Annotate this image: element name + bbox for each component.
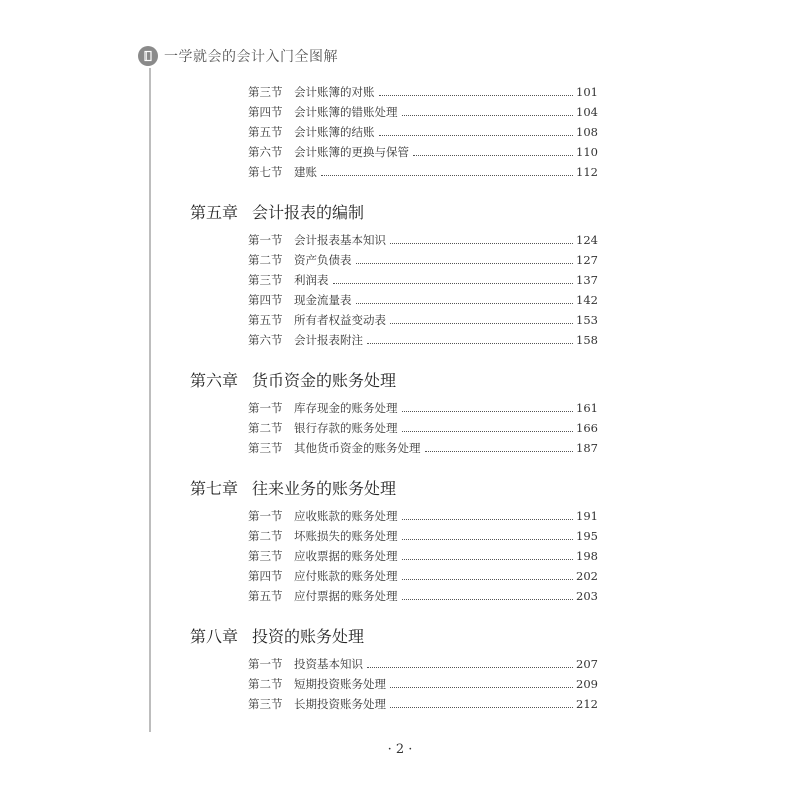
section-page-number: 127 [576, 253, 598, 267]
section-number: 第三节 [248, 441, 283, 455]
section-page-number: 137 [576, 273, 598, 287]
toc-section-entry[interactable] [248, 438, 598, 458]
section-number: 第四节 [248, 105, 283, 119]
toc-section-entry[interactable] [248, 82, 598, 102]
dot-leader [402, 558, 574, 560]
chapter-title: 会计报表的编制 [252, 203, 365, 222]
chapter-number: 第八章 [190, 627, 239, 646]
section-number: 第一节 [248, 657, 283, 671]
section-title: 建账 [294, 165, 317, 179]
page-number: · 2 · [387, 742, 413, 757]
chapter-heading[interactable] [190, 478, 598, 500]
toc-section-entry[interactable] [248, 250, 598, 270]
running-header [138, 44, 338, 68]
section-number: 第三节 [248, 697, 283, 711]
toc-section-entry[interactable] [248, 230, 598, 250]
dot-leader [413, 154, 573, 156]
book-icon [138, 46, 158, 66]
table-of-contents [190, 82, 598, 714]
chapter-title: 往来业务的账务处理 [252, 479, 397, 498]
section-title: 应付账款的账务处理 [294, 569, 398, 583]
dot-leader [356, 302, 574, 304]
toc-section-entry[interactable] [248, 270, 598, 290]
dot-leader [390, 706, 573, 708]
dot-leader [402, 598, 574, 600]
toc-section-entry[interactable] [248, 546, 598, 566]
toc-section-entry[interactable] [248, 102, 598, 122]
section-title: 其他货币资金的账务处理 [294, 441, 421, 455]
section-number: 第二节 [248, 529, 283, 543]
toc-section-entry[interactable] [248, 586, 598, 606]
toc-chapter [190, 626, 598, 714]
section-number: 第一节 [248, 509, 283, 523]
dot-leader [425, 450, 574, 452]
section-page-number: 207 [576, 657, 598, 671]
toc-section-entry[interactable] [248, 122, 598, 142]
section-number: 第三节 [248, 85, 283, 99]
section-title: 会计账簿的结账 [294, 125, 375, 139]
section-page-number: 191 [576, 509, 598, 523]
section-page-number: 198 [576, 549, 598, 563]
section-title: 所有者权益变动表 [294, 313, 386, 327]
section-page-number: 124 [576, 233, 598, 247]
section-page-number: 166 [576, 421, 598, 435]
toc-chapter [190, 370, 598, 458]
section-page-number: 203 [576, 589, 598, 603]
section-title: 长期投资账务处理 [294, 697, 386, 711]
section-title: 投资基本知识 [294, 657, 363, 671]
section-number: 第五节 [248, 589, 283, 603]
dot-leader [402, 518, 574, 520]
dot-leader [379, 94, 574, 96]
section-title: 应收账款的账务处理 [294, 509, 398, 523]
toc-section-entry[interactable] [248, 526, 598, 546]
section-number: 第二节 [248, 253, 283, 267]
section-page-number: 158 [576, 333, 598, 347]
dot-leader [390, 322, 573, 324]
section-number: 第四节 [248, 293, 283, 307]
section-page-number: 104 [576, 105, 598, 119]
section-page-number: 112 [576, 165, 598, 179]
section-number: 第二节 [248, 677, 283, 691]
toc-section-entry[interactable] [248, 398, 598, 418]
dot-leader [333, 282, 574, 284]
toc-section-entry[interactable] [248, 654, 598, 674]
chapter-number: 第六章 [190, 371, 239, 390]
section-title: 利润表 [294, 273, 329, 287]
dot-leader [402, 578, 574, 580]
section-page-number: 108 [576, 125, 598, 139]
section-number: 第五节 [248, 313, 283, 327]
toc-section-entry[interactable] [248, 566, 598, 586]
toc-section-entry[interactable] [248, 142, 598, 162]
toc-section-entry[interactable] [248, 310, 598, 330]
section-title: 短期投资账务处理 [294, 677, 386, 691]
section-title: 会计账簿的对账 [294, 85, 375, 99]
section-number: 第七节 [248, 165, 283, 179]
section-page-number: 187 [576, 441, 598, 455]
section-page-number: 101 [576, 85, 598, 99]
section-number: 第五节 [248, 125, 283, 139]
toc-chapter [190, 202, 598, 350]
chapter-heading[interactable] [190, 202, 598, 224]
section-number: 第三节 [248, 549, 283, 563]
chapter-number: 第七章 [190, 479, 239, 498]
dot-leader [402, 430, 574, 432]
dot-leader [390, 242, 573, 244]
section-title: 坏账损失的账务处理 [294, 529, 398, 543]
chapter-number: 第五章 [190, 203, 239, 222]
toc-section-entry[interactable] [248, 330, 598, 350]
chapter-heading[interactable] [190, 626, 598, 648]
section-title: 银行存款的账务处理 [294, 421, 398, 435]
section-title: 应收票据的账务处理 [294, 549, 398, 563]
dot-leader [356, 262, 574, 264]
section-number: 第一节 [248, 401, 283, 415]
book-title: 一学就会的会计入门全图解 [164, 49, 338, 65]
section-title: 会计报表基本知识 [294, 233, 386, 247]
section-number: 第六节 [248, 145, 283, 159]
section-page-number: 142 [576, 293, 598, 307]
section-page-number: 161 [576, 401, 598, 415]
chapter-heading[interactable] [190, 370, 598, 392]
section-number: 第一节 [248, 233, 283, 247]
section-number: 第六节 [248, 333, 283, 347]
section-page-number: 110 [576, 145, 598, 159]
dot-leader [379, 134, 574, 136]
toc-section-entry[interactable] [248, 290, 598, 310]
section-number: 第三节 [248, 273, 283, 287]
dot-leader [367, 666, 573, 668]
margin-rule [149, 68, 151, 732]
section-title: 现金流量表 [294, 293, 352, 307]
toc-section-entry[interactable] [248, 418, 598, 438]
section-page-number: 195 [576, 529, 598, 543]
dot-leader [402, 114, 574, 116]
section-title: 会计账簿的错账处理 [294, 105, 398, 119]
toc-section-entry[interactable] [248, 162, 598, 182]
section-title: 资产负债表 [294, 253, 352, 267]
section-title: 会计报表附注 [294, 333, 363, 347]
toc-section-entry[interactable] [248, 506, 598, 526]
dot-leader [402, 410, 574, 412]
section-title: 应付票据的账务处理 [294, 589, 398, 603]
section-page-number: 202 [576, 569, 598, 583]
chapter-title: 投资的账务处理 [252, 627, 365, 646]
section-title: 会计账簿的更换与保管 [294, 145, 409, 159]
section-page-number: 212 [576, 697, 598, 711]
dot-leader [402, 538, 574, 540]
chapter-title: 货币资金的账务处理 [252, 371, 397, 390]
section-number: 第二节 [248, 421, 283, 435]
toc-chapter [190, 82, 598, 182]
section-title: 库存现金的账务处理 [294, 401, 398, 415]
dot-leader [367, 342, 573, 344]
dot-leader [321, 174, 573, 176]
dot-leader [390, 686, 573, 688]
section-page-number: 209 [576, 677, 598, 691]
toc-chapter [190, 478, 598, 606]
toc-section-entry[interactable] [248, 674, 598, 694]
section-page-number: 153 [576, 313, 598, 327]
toc-section-entry[interactable] [248, 694, 598, 714]
section-number: 第四节 [248, 569, 283, 583]
